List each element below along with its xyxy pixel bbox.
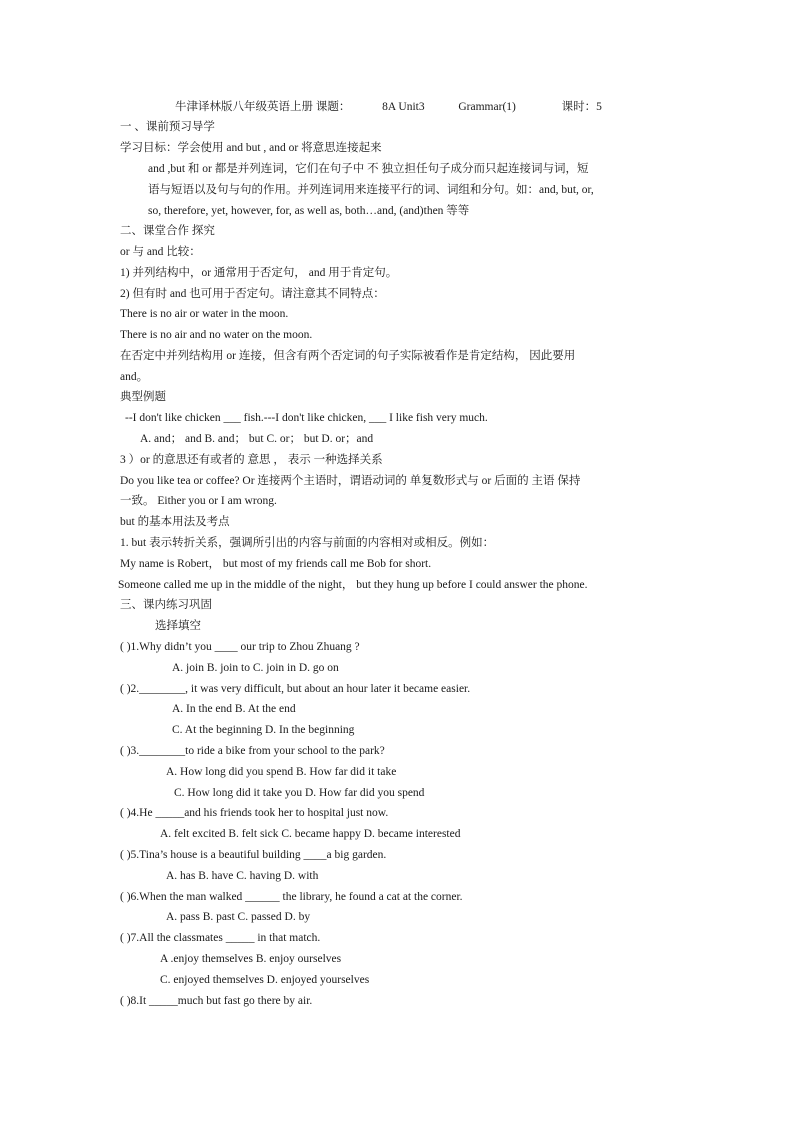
question-options: A. How long did you spend B. How far did it take [166,766,397,778]
question-options: A. pass B. past C. passed D. by [166,911,311,923]
or-agreement-text: 一致。 Either you or I am wrong. [120,495,277,507]
question-stem: ( )8.It _____much but fast go there by air. [120,995,313,1007]
question-options: A. felt excited B. felt sick C. became happy D. became interested [160,828,461,840]
question-stem: ( )2.________, it was very difficult, but about an hour later it became easier. [120,683,471,695]
conjunction-desc-line: and ,but 和 or 都是并列连词，它们在句子中 不 独立担任句子成分而只起连接词与词，短 [148,163,589,175]
typical-question: --I don't like chicken ___ fish.---I don't like chicken, ___ I like fish very much. [125,412,488,424]
question-stem: ( )4.He _____and his friends took her to hospital just now. [120,807,389,819]
section2-heading: 二、课堂合作 探究 [120,225,215,237]
question-options: A. has B. have C. having D. with [166,870,319,882]
question-options: A. In the end B. At the end [172,703,296,715]
lesson-header [175,100,602,114]
question-stem: ( )6.When the man walked ______ the library, he found a cat at the corner. [120,891,463,903]
negative-note: 在否定中并列结构用 or 连接，但含有两个否定词的句子实际被看作是肯定结构， 因此要用 [120,350,576,362]
or-and-compare: or 与 and 比较： [120,246,201,258]
compare-point: 1) 并列结构中，or 通常用于否定句， and 用于肯定句。 [120,267,398,279]
learning-goal: 学习目标：学会使用 and but , and or 将意思连接起来 [120,142,382,154]
header-title: 牛津译林版八年级英语上册 课题： [175,101,351,113]
question-options: A .enjoy themselves B. enjoy ourselves [160,953,342,965]
header-topic: Grammar(1) [458,101,516,113]
question-options: C. How long did it take you D. How far did you spend [174,787,425,799]
question-stem: ( )5.Tina’s house is a beautiful building ____a big garden. [120,849,387,861]
section3-subheading: 选择填空 [155,620,201,632]
but-example: Someone called me up in the middle of the night， but they hung up before I could answer the phone. [118,579,588,591]
or-agreement-text: Do you like tea or coffee? Or 连接两个主语时，谓语动词的 单复数形式与 or 后面的 主语 保持 [120,475,581,487]
example-sentence: There is no air and no water on the moon. [120,329,313,341]
or-meaning-point: 3 ）or 的意思还有或者的 意思 ， 表示 一种选择关系 [120,454,383,466]
compare-point: 2) 但有时 and 也可用于否定句。请注意其不同特点： [120,288,385,300]
but-heading: but 的基本用法及考点 [120,516,230,528]
header-period: 课时：5 [561,101,602,113]
question-stem: ( )3.________to ride a bike from your school to the park? [120,745,385,757]
section3-heading: 三、课内练习巩固 [120,599,212,611]
question-stem: ( )7.All the classmates _____ in that match. [120,932,321,944]
conjunction-desc-line: so, therefore, yet, however, for, as well as, both…and, (and)then 等等 [148,205,470,217]
but-point: 1. but 表示转折关系，强调所引出的内容与前面的内容相对或相反。例如： [120,537,495,549]
negative-note: and。 [120,371,149,383]
typical-examples-heading: 典型例题 [120,391,166,403]
typical-options: A. and； and B. and； but C. or； but D. or；and [140,433,374,445]
section1-heading: 一 、课前预习导学 [120,121,215,133]
question-stem: ( )1.Why didn’t you ____ our trip to Zhou Zhuang ? [120,641,360,653]
header-unit: 8A Unit3 [382,101,425,113]
conjunction-desc-line: 语与短语以及句与句的作用。并列连词用来连接平行的词、词组和分句。如：and, but, or, [148,184,594,196]
question-options: C. At the beginning D. In the beginning [172,724,355,736]
but-example: My name is Robert， but most of my friends call me Bob for short. [120,558,432,570]
question-options: A. join B. join to C. join in D. go on [172,662,339,674]
example-sentence: There is no air or water in the moon. [120,308,289,320]
question-options: C. enjoyed themselves D. enjoyed yourselves [160,974,370,986]
